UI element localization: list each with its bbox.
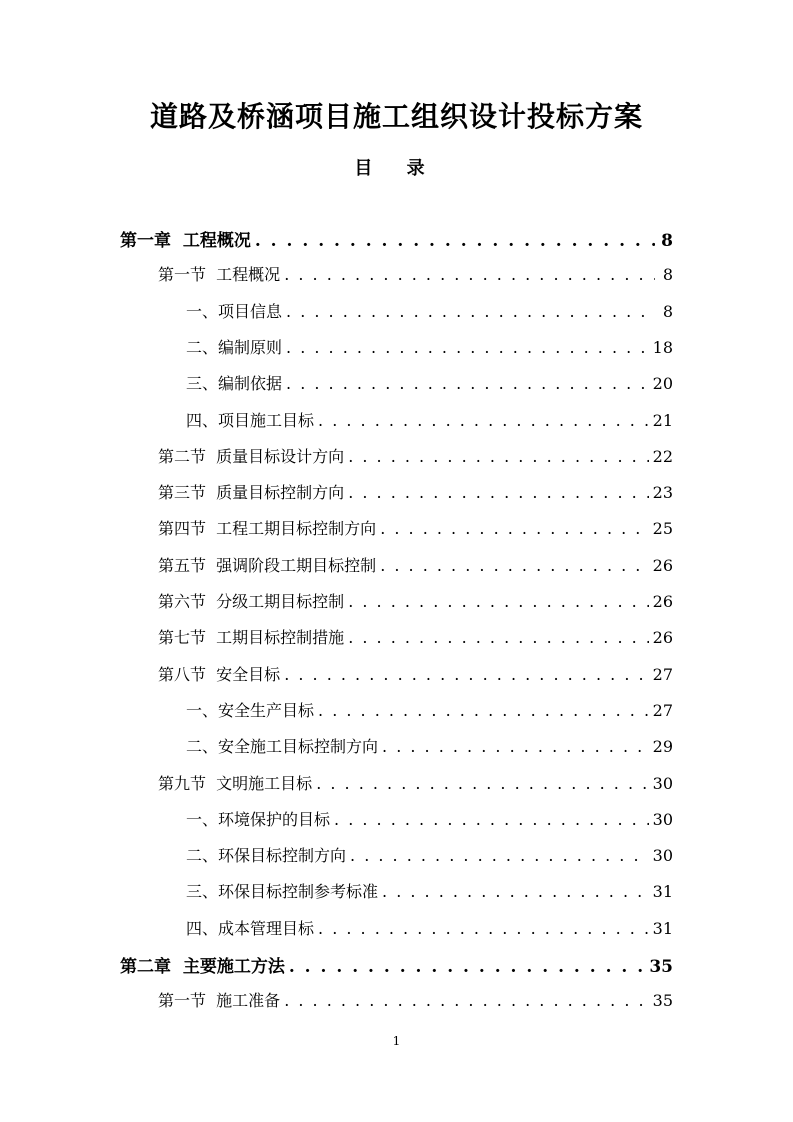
toc-entry[interactable]: [158, 625, 673, 649]
toc-entry-label: 第二章 主要施工方法: [120, 957, 285, 977]
toc-entry[interactable]: [186, 371, 673, 395]
toc-entry-label: 三、环保目标控制参考标准: [186, 882, 379, 901]
toc-entry-label: 第四节 工程工期目标控制方向: [158, 519, 377, 538]
toc-entry-page: 26: [652, 628, 673, 647]
toc-entry[interactable]: [186, 843, 673, 867]
toc-heading: 目 录: [354, 158, 439, 179]
toc-dot-leader: [284, 265, 655, 284]
toc-dot-leader: [316, 774, 648, 793]
toc-entry[interactable]: [158, 262, 673, 286]
toc-entry-page: 27: [652, 665, 673, 684]
toc-dot-leader: [286, 374, 649, 393]
toc-entry-label: 二、环保目标控制方向: [186, 846, 347, 865]
toc-entry[interactable]: [186, 916, 673, 940]
toc-dot-leader: [318, 919, 649, 938]
toc-dot-leader: [348, 592, 648, 611]
toc-entry-page: 30: [652, 774, 673, 793]
document-title: 道路及桥涵项目施工组织设计投标方案: [149, 100, 643, 133]
toc-dot-leader: [286, 302, 655, 321]
toc-dot-leader: [255, 231, 655, 251]
toc-entry-page: 20: [652, 374, 673, 393]
toc-entry-page: 30: [652, 810, 673, 829]
toc-entry-page: 25: [652, 519, 673, 538]
toc-entry[interactable]: [186, 299, 673, 323]
toc-entry-label: 第一章 工程概况: [120, 231, 251, 251]
toc-entry-label: 二、编制原则: [186, 338, 283, 357]
toc-dot-leader: [380, 519, 648, 538]
toc-entry-page: 22: [652, 447, 673, 466]
toc-entry-page: 26: [652, 556, 673, 575]
toc-entry[interactable]: [158, 553, 673, 577]
toc-entry-label: 第三节 质量目标控制方向: [158, 483, 345, 502]
toc-entry-label: 一、环境保护的目标: [186, 810, 331, 829]
toc-entry-label: 二、安全施工目标控制方向: [186, 737, 379, 756]
toc-entry-page: 31: [652, 919, 673, 938]
toc-entry[interactable]: [158, 444, 673, 468]
toc-entry[interactable]: [186, 698, 673, 722]
toc-entry[interactable]: [158, 771, 673, 795]
toc-dot-leader: [382, 882, 649, 901]
toc-entry[interactable]: [158, 662, 673, 686]
toc-entry-page: 21: [652, 411, 673, 430]
toc-dot-leader: [289, 957, 645, 977]
toc-entry-label: 四、项目施工目标: [186, 411, 315, 430]
toc-entry-page: 23: [652, 483, 673, 502]
toc-entry[interactable]: [158, 516, 673, 540]
toc-dot-leader: [286, 338, 649, 357]
toc-dot-leader: [318, 411, 649, 430]
toc-entry-label: 第七节 工期目标控制措施: [158, 628, 345, 647]
toc-entry-label: 一、项目信息: [186, 302, 283, 321]
toc-entry[interactable]: [186, 408, 673, 432]
toc-dot-leader: [284, 665, 648, 684]
toc-dot-leader: [380, 556, 648, 575]
toc-entry-label: 第九节 文明施工目标: [158, 774, 313, 793]
toc-dot-leader: [318, 701, 649, 720]
toc-entry[interactable]: [158, 589, 673, 613]
page-number: 1: [392, 1034, 401, 1048]
toc-entry[interactable]: [186, 879, 673, 903]
toc-entry[interactable]: [158, 988, 673, 1012]
toc-entry[interactable]: [158, 480, 673, 504]
toc-entry-page: 29: [652, 737, 673, 756]
toc-dot-leader: [334, 810, 649, 829]
toc-entry-label: 第二节 质量目标设计方向: [158, 447, 345, 466]
toc-entry-label: 三、编制依据: [186, 374, 283, 393]
toc-entry-page: 27: [652, 701, 673, 720]
toc-dot-leader: [348, 628, 648, 647]
toc-entry[interactable]: [120, 952, 673, 976]
toc-entry[interactable]: [120, 226, 673, 250]
toc-dot-leader: [382, 737, 649, 756]
toc-entry-page: 18: [652, 338, 673, 357]
toc-entry-page: 35: [649, 957, 673, 977]
toc-entry-label: 一、安全生产目标: [186, 701, 315, 720]
toc-entry-label: 第八节 安全目标: [158, 665, 281, 684]
toc-entry-page: 8: [662, 302, 673, 321]
toc-entry-page: 35: [652, 991, 673, 1010]
toc-entry-page: 8: [662, 265, 673, 284]
toc-dot-leader: [284, 991, 648, 1010]
toc-entry-label: 第一节 施工准备: [158, 991, 281, 1010]
toc-entry-label: 四、成本管理目标: [186, 919, 315, 938]
toc-entry-label: 第六节 分级工期目标控制: [158, 592, 345, 611]
toc-entry-page: 8: [661, 231, 673, 251]
toc-entry[interactable]: [186, 335, 673, 359]
toc-entry-page: 26: [652, 592, 673, 611]
toc-dot-leader: [348, 447, 648, 466]
toc-entry-page: 30: [652, 846, 673, 865]
toc-dot-leader: [348, 483, 648, 502]
toc-entry[interactable]: [186, 734, 673, 758]
toc-dot-leader: [350, 846, 649, 865]
toc-entry-label: 第一节 工程概况: [158, 265, 281, 284]
toc-entry-label: 第五节 强调阶段工期目标控制: [158, 556, 377, 575]
toc-entry[interactable]: [186, 807, 673, 831]
toc-entry-page: 31: [652, 882, 673, 901]
